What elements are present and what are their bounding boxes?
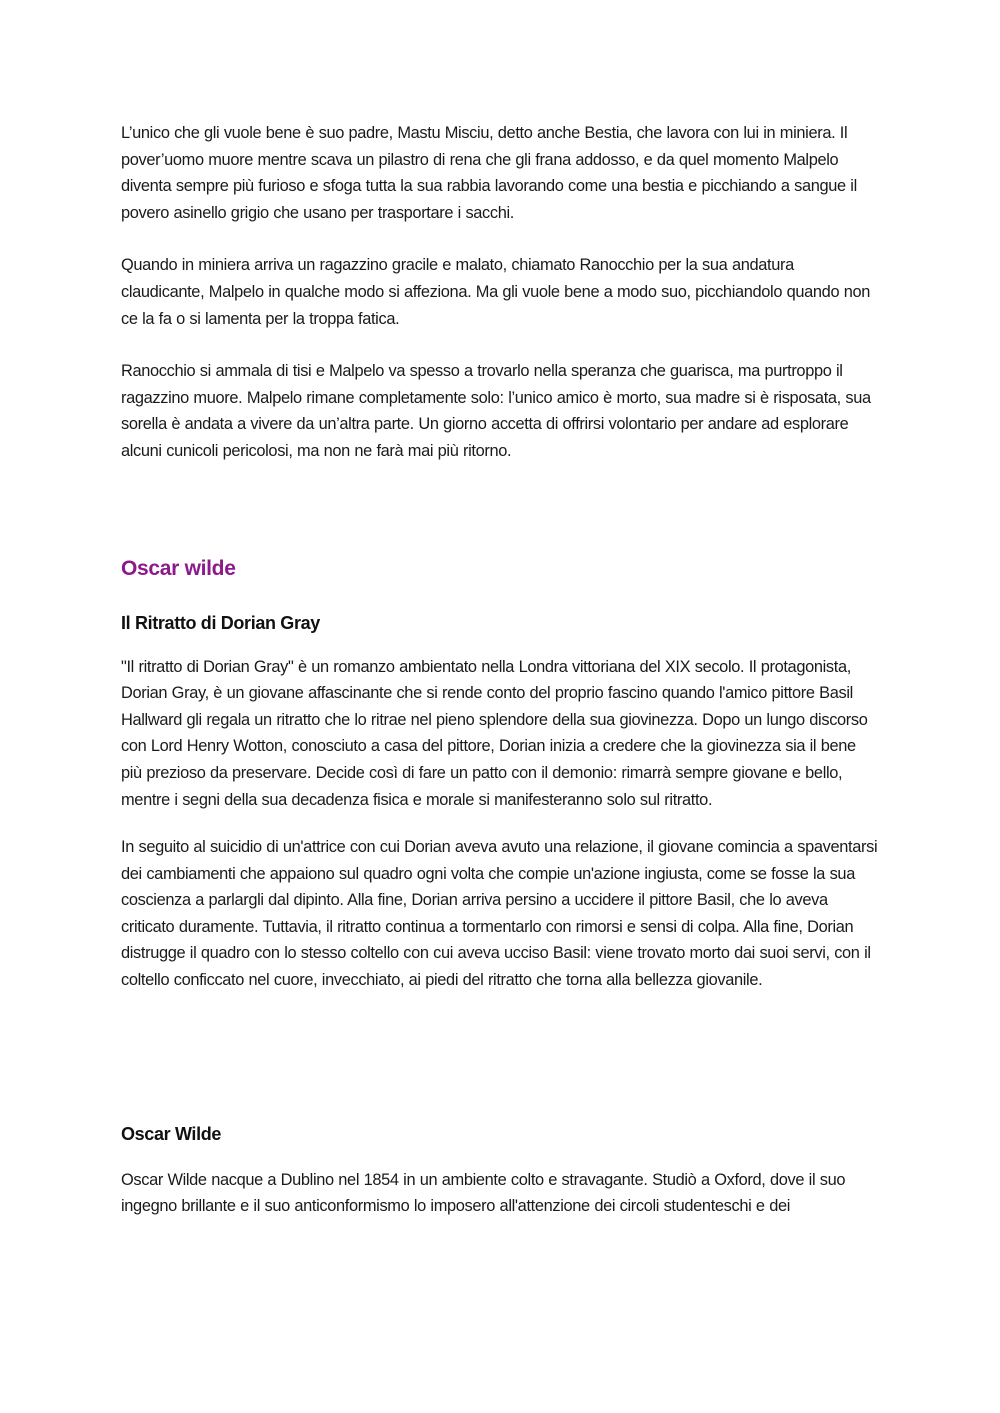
malpelo-paragraph-1: L’unico che gli vuole bene è suo padre, Mastu Misciu, detto anche Bestia, che lavora con lui in miniera. Il pover’uomo muore mentre scava un pilastro di rena che gli frana addosso, e da quel momento Malpelo diventa sempre più furioso e sfoga tutta la sua rabbia lavorando come una bestia e picchiando a sangue il povero asinello grigio che usano per trasportare i sacchi. xyxy=(121,124,857,222)
heading-oscar-wilde-bio: Oscar Wilde xyxy=(121,1123,222,1144)
section-title-oscar-wilde: Oscar wilde xyxy=(121,556,236,580)
heading-dorian-gray: Il Ritratto di Dorian Gray xyxy=(121,612,320,633)
dorian-paragraph-2: In seguito al suicidio di un'attrice con cui Dorian aveva avuto una relazione, il giovane comincia a spaventarsi dei cambiamenti che appaiono sul quadro ogni volta che compie un'azione ingiusta, come se fosse la sua coscienza a parlargli dal dipinto. Alla fine, Dorian arriva persino a uccidere il pittore Basil, che lo aveva criticato duramente. Tuttavia, il ritratto continua a tormentarlo con rimorsi e sensi di colpa. Alla fine, Dorian distrugge il quadro con lo stesso coltello con cui aveva ucciso Basil: viene trovato morto dai suoi servi, con il coltello conficcato nel cuore, invecchiato, ai piedi del ritratto che torna alla bellezza giovanile. xyxy=(121,838,878,990)
malpelo-paragraph-2: Quando in miniera arriva un ragazzino gracile e malato, chiamato Ranocchio per la sua andatura claudicante, Malpelo in qualche modo si affeziona. Ma gli vuole bene a modo suo, picchiandolo quando non ce la fa o si lamenta per la troppa fatica. xyxy=(121,256,871,328)
document-page xyxy=(121,120,881,1220)
bio-paragraph-1: Oscar Wilde nacque a Dublino nel 1854 in un ambiente colto e stravagante. Studiò a Oxford, dove il suo ingegno brillante e il suo anticonformismo lo imposero all'attenzione dei circoli studenteschi e dei xyxy=(121,1170,846,1216)
dorian-paragraph-1: "Il ritratto di Dorian Gray" è un romanzo ambientato nella Londra vittoriana del XIX secolo. Il protagonista, Dorian Gray, è un giovane affascinante che si rende conto del proprio fascino quando l'amico pittore Basil Hallward gli regala un ritratto che lo ritrae nel pieno splendore della sua giovinezza. Dopo un lungo discorso con Lord Henry Wotton, conosciuto a casa del pittore, Dorian inizia a credere che la giovinezza sia il bene più prezioso da preservare. Decide così di fare un patto con il demonio: rimarrà sempre giovane e bello, mentre i segni della sua decadenza fisica e morale si manifesteranno solo sul ritratto. xyxy=(121,657,868,809)
malpelo-paragraph-3: Ranocchio si ammala di tisi e Malpelo va spesso a trovarlo nella speranza che guarisca, ma purtroppo il ragazzino muore. Malpelo rimane completamente solo: l’unico amico è morto, sua madre si è risposata, sua sorella è andata a vivere da un’altra parte. Un giorno accetta di offrirsi volontario per andare ad esplorare alcuni cunicoli pericolosi, ma non ne farà mai più ritorno. xyxy=(121,362,871,460)
